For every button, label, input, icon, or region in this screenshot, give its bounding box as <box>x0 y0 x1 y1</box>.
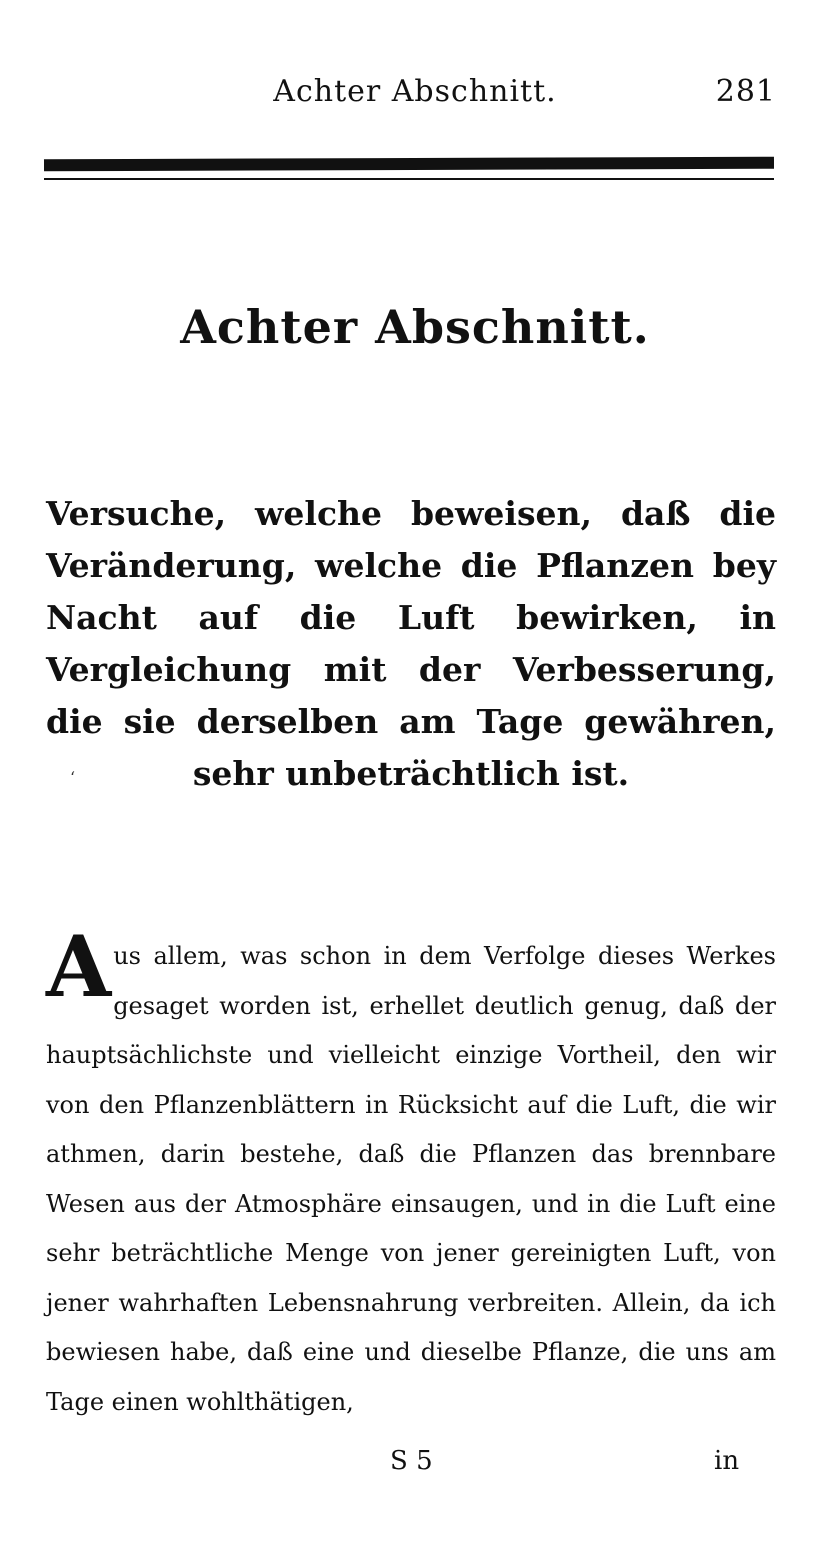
running-head: Achter Abschnitt. <box>273 74 557 109</box>
header-rule-thin <box>44 178 774 180</box>
stray-mark: ‘ <box>70 768 76 787</box>
page-number: 281 <box>715 74 776 109</box>
drop-cap: A <box>46 917 112 1016</box>
body-paragraph <box>46 917 776 1427</box>
chapter-title: Achter Abschnitt. <box>180 300 650 354</box>
section-heading: Versuche, welche beweisen, daß die Veränderung, welche die Pflanzen bey Nacht auf die Luft bewirken, in Vergleichung mit der Verbesserung, die sie derselben am Tage gewähren, sehr unbeträchtlich ist. <box>46 494 776 793</box>
header-rule-thick <box>44 157 774 172</box>
body-text: us allem, was schon in dem Verfolge dieses Werkes gesaget worden ist, erhellet deutlich genug, daß der hauptsächlichste und vielleicht einzige Vortheil, den wir von den Pflanzenblättern in Rücksicht auf die Luft, die wir athmen, darin bestehe, daß die Pflanzen das brennbare Wesen aus der Atmosphäre einsaugen, und in die Luft eine sehr beträchtliche Menge von jener gereinigten Luft, von jener wahrhaften Lebensnahrung verbreiten. Allein, da ich bewiesen habe, daß eine und dieselbe Pflanze, die uns am Tage einen wohlthätigen, <box>46 942 776 1416</box>
signature-mark: S 5 <box>390 1446 433 1476</box>
page-footer <box>0 1446 830 1486</box>
catchword: in <box>714 1446 740 1476</box>
